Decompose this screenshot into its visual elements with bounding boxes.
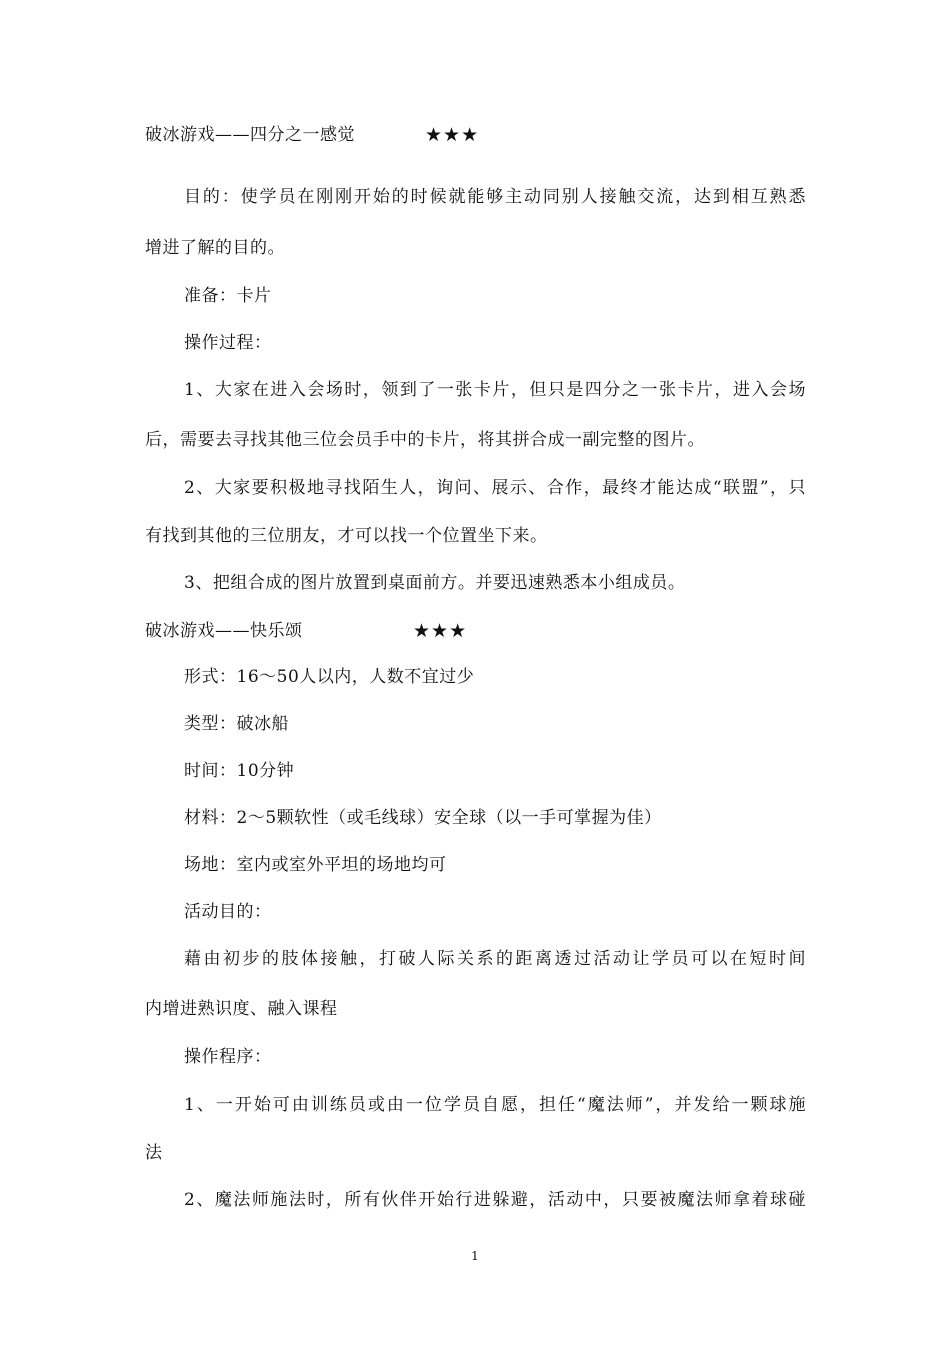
section2-title: 破冰游戏——快乐颂 [145,621,303,641]
section1-step2-line2: 有找到其他的三位朋友，才可以找一个位置坐下来。 [145,526,548,546]
section2-time: 时间：10分钟 [184,761,295,781]
section1-step2-line1: 2、大家要积极地寻找陌生人，询问、展示、合作，最终才能达成“联盟”，只 [184,478,806,498]
section2-form: 形式：16～50人以内，人数不宜过少 [184,667,475,687]
page-number: 1 [471,1249,479,1263]
section2-type: 类型：破冰船 [184,714,289,734]
section2-goal-line1: 藉由初步的肢体接触，打破人际关系的距离透过活动让学员可以在短时间 [184,949,806,969]
section1-step1-line1: 1、大家在进入会场时，领到了一张卡片，但只是四分之一张卡片，进入会场 [184,380,806,400]
section2-goal-heading: 活动目的： [184,902,272,922]
section1-step3: 3、把组合成的图片放置到桌面前方。并要迅速熟悉本小组成员。 [184,573,686,593]
section1-process-heading: 操作过程： [184,333,272,353]
section2-proc1-line1: 1、一开始可由训练员或由一位学员自愿，担任“魔法师”，并发给一颗球施 [184,1095,806,1115]
section1-step1-line2: 后，需要去寻找其他三位会员手中的卡片，将其拼合成一副完整的图片。 [145,430,705,450]
section1-purpose-line2: 增进了解的目的。 [145,238,285,258]
section2-proc2-line1: 2、魔法师施法时，所有伙伴开始行进躲避，活动中，只要被魔法师拿着球碰 [184,1190,806,1210]
section1-rating-stars: ★★★ [425,124,480,146]
section2-materials: 材料：2～5颗软性（或毛线球）安全球（以一手可掌握为佳） [184,808,662,828]
section1-purpose-line1: 目的：使学员在刚刚开始的时候就能够主动同别人接触交流，达到相互熟悉 [184,187,806,207]
section2-venue: 场地：室内或室外平坦的场地均可 [184,855,447,875]
section2-goal-line2: 内增进熟识度、融入课程 [145,999,338,1019]
section1-prep: 准备：卡片 [184,286,272,306]
section2-rating-stars: ★★★ [413,620,468,642]
section2-proc1-line2: 法 [145,1143,163,1163]
section1-title: 破冰游戏——四分之一感觉 [145,125,355,145]
section2-procedure-heading: 操作程序： [184,1047,272,1067]
